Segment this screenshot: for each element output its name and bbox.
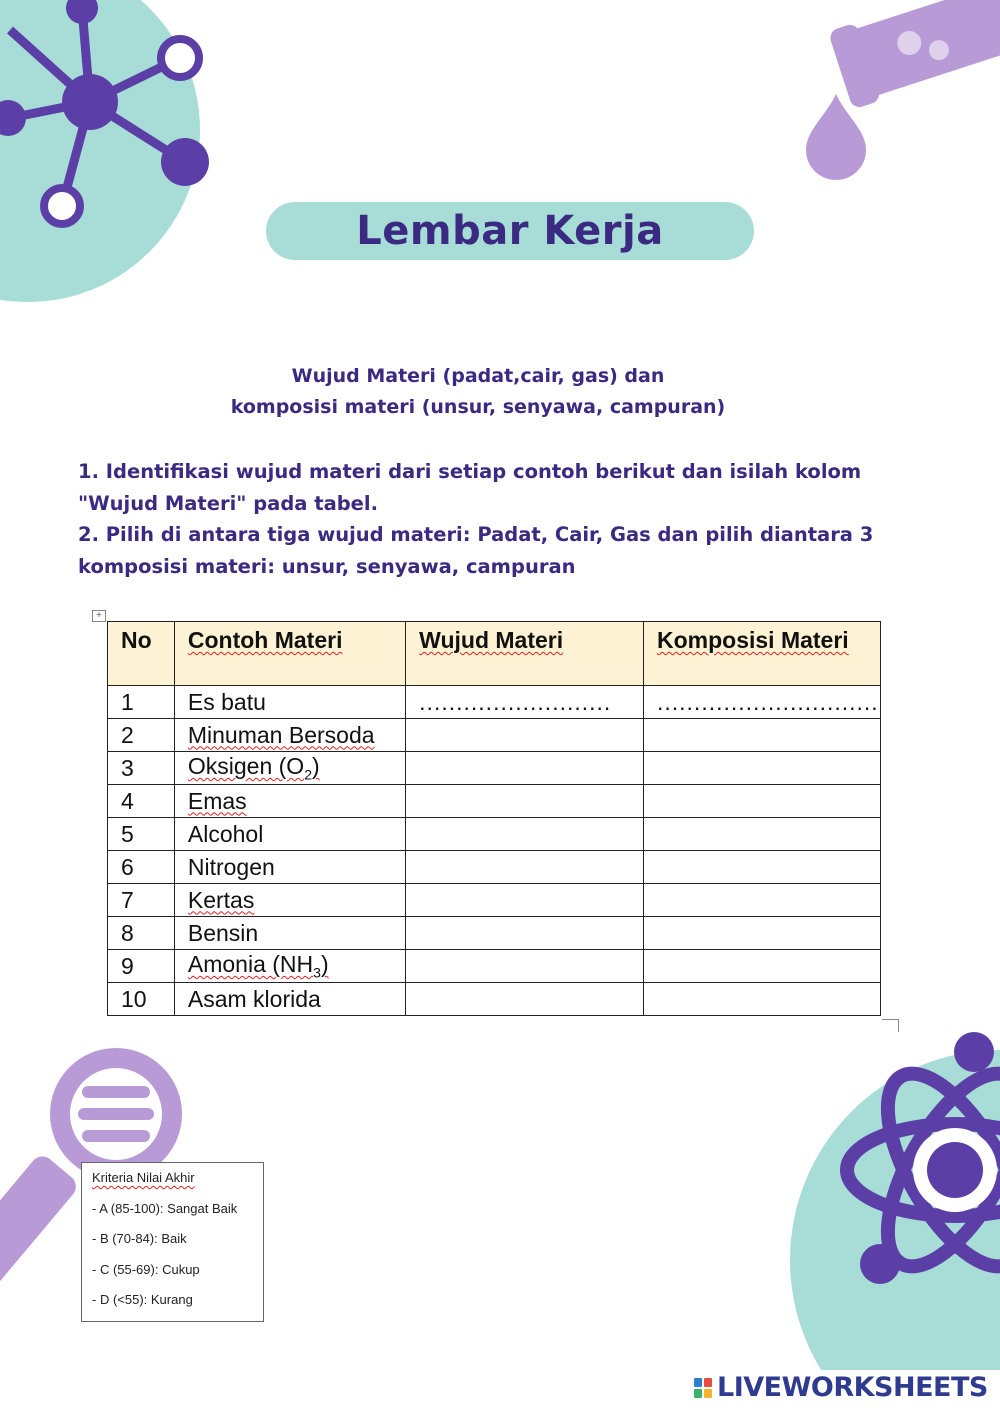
subtitle-line-1: Wujud Materi (padat,cair, gas) dan (291, 365, 665, 387)
table-row (108, 917, 881, 950)
komposisi-input[interactable] (643, 785, 880, 818)
wujud-input[interactable] (406, 983, 644, 1016)
page-title: Lembar Kerja (356, 208, 664, 254)
row-number: 9 (108, 950, 175, 983)
liveworksheets-logo (693, 1372, 988, 1403)
row-number: 6 (108, 851, 175, 884)
subtitle-line-2: komposisi materi (unsur, senyawa, campuran) (230, 396, 726, 418)
table-row (108, 818, 881, 851)
row-number: 3 (108, 752, 175, 785)
wujud-input[interactable] (406, 719, 644, 752)
liveworksheets-logo-icon (693, 1377, 713, 1399)
material-name-text: Amonia (NH (187, 951, 314, 978)
instructions (78, 456, 908, 582)
atom-icon (780, 1030, 1000, 1370)
criteria-box (81, 1162, 264, 1322)
instruction-1: 1. Identifikasi wujud materi dari setiap contoh berikut dan isilah kolom "Wujud Materi" pada tabel. (78, 460, 862, 515)
komposisi-input[interactable] (643, 752, 880, 785)
brand-name: LIVEWORKSHEETS (717, 1372, 988, 1403)
material-name-text: Oksigen (O (187, 753, 305, 780)
material-name (187, 753, 320, 783)
drop-icon (804, 94, 868, 180)
material-name-suffix: ) (320, 951, 329, 978)
criteria-item-c: - C (55-69): Cukup (92, 1261, 200, 1277)
row-number: 4 (108, 785, 175, 818)
worksheet-table (107, 621, 881, 1016)
material-name: Es batu (174, 686, 405, 719)
wujud-input[interactable] (406, 884, 644, 917)
table-row (108, 752, 881, 785)
instruction-2: 2. Pilih di antara tiga wujud materi: Padat, Cair, Gas dan pilih diantara 3 komposisi materi: unsur, senyawa, campuran (78, 523, 874, 578)
komposisi-input[interactable] (643, 950, 880, 983)
komposisi-input[interactable] (643, 818, 880, 851)
table-row (108, 719, 881, 752)
criteria-item-a: - A (85-100): Sangat Baik (92, 1200, 238, 1216)
title-banner (266, 202, 754, 260)
material-name: Bensin (174, 917, 405, 950)
header-komposisi-materi: Komposisi Materi (656, 627, 849, 653)
komposisi-input[interactable] (643, 917, 880, 950)
row-number: 10 (108, 983, 175, 1016)
table-row (108, 686, 881, 719)
criteria-title: Kriteria Nilai Akhir (92, 1170, 195, 1185)
row-number: 8 (108, 917, 175, 950)
row-number: 5 (108, 818, 175, 851)
material-name: Asam klorida (174, 983, 405, 1016)
komposisi-input[interactable] (643, 719, 880, 752)
material-name: Minuman Bersoda (187, 721, 375, 748)
header-no: No (108, 622, 175, 686)
material-name: Alcohol (174, 818, 405, 851)
material-name: Nitrogen (174, 851, 405, 884)
wujud-input[interactable] (406, 785, 644, 818)
wujud-input[interactable] (406, 851, 644, 884)
formula-subscript: 3 (313, 964, 321, 981)
table-row (108, 851, 881, 884)
komposisi-input[interactable] (643, 884, 880, 917)
table-row (108, 950, 881, 983)
criteria-item-d: - D (<55): Kurang (92, 1292, 193, 1307)
table-row (108, 785, 881, 818)
row-number: 7 (108, 884, 175, 917)
material-name-suffix: ) (312, 753, 320, 780)
wujud-input[interactable]: .......................... (406, 686, 644, 719)
header-contoh-materi: Contoh Materi (187, 627, 343, 653)
header-wujud-materi: Wujud Materi (419, 627, 564, 653)
criteria-item-b: - B (70-84): Baik (92, 1231, 187, 1246)
formula-subscript: 2 (304, 766, 312, 783)
row-number: 1 (108, 686, 175, 719)
table-row (108, 884, 881, 917)
wujud-input[interactable] (406, 818, 644, 851)
table-header-row (108, 622, 881, 686)
row-number: 2 (108, 719, 175, 752)
wujud-input[interactable] (406, 917, 644, 950)
wujud-input[interactable] (406, 752, 644, 785)
table-row (108, 983, 881, 1016)
komposisi-input[interactable] (643, 851, 880, 884)
komposisi-input[interactable] (643, 983, 880, 1016)
komposisi-input[interactable]: .............................. (643, 686, 880, 719)
material-name (187, 951, 329, 981)
material-name: Emas (187, 787, 247, 814)
table-move-handle-icon[interactable]: + (92, 610, 106, 622)
material-name: Kertas (187, 886, 255, 913)
molecule-icon (0, 0, 240, 310)
wujud-input[interactable] (406, 950, 644, 983)
